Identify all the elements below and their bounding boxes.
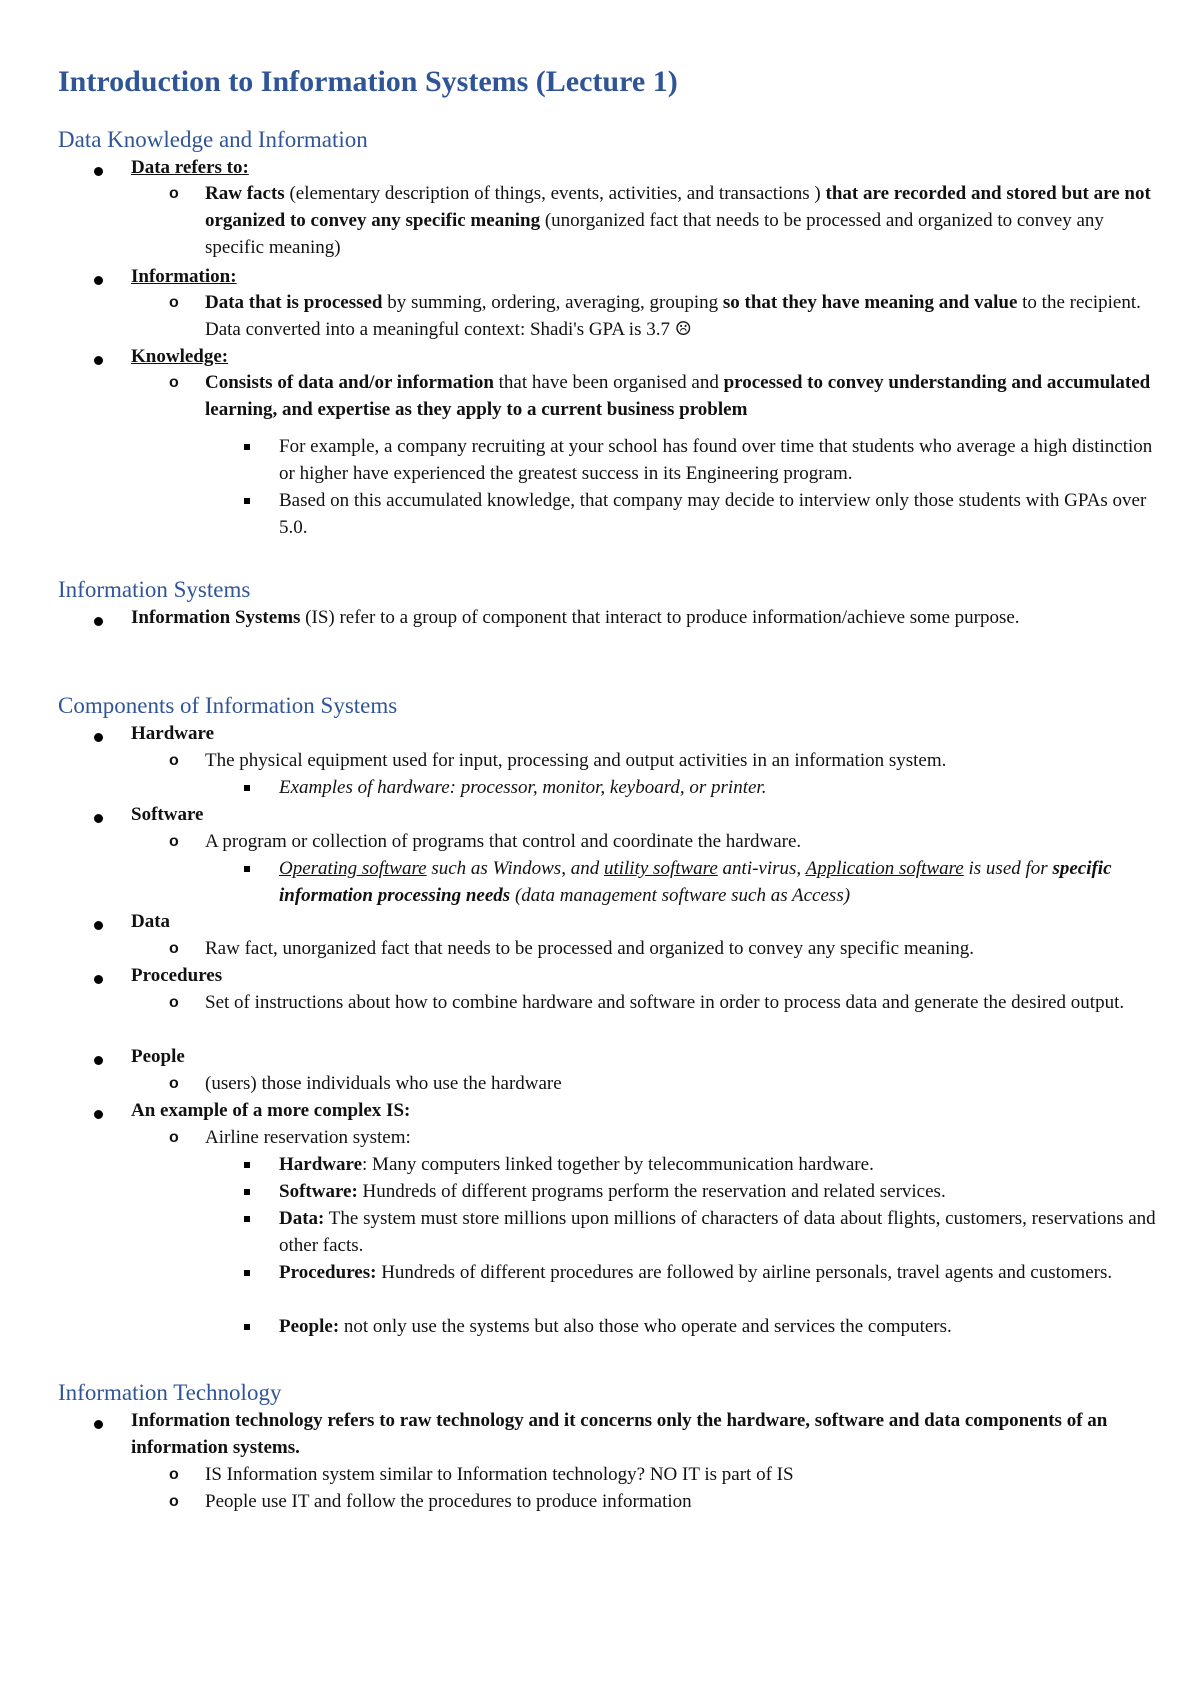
text-bold: Data: <box>279 1208 325 1229</box>
bullet-icon <box>94 814 103 823</box>
list-item-airline: Airline reservation system: <box>205 1127 411 1148</box>
circle-bullet-icon: o <box>169 1075 179 1092</box>
list-item-it-definition: Information technology refers to raw technology and it concerns only the hardware, software and data components of an information systems. <box>131 1410 1108 1458</box>
term-data: Data <box>131 911 171 932</box>
text-bold: processed to convey understanding and accumulated learning, and expertise as they apply to a current business problem <box>205 372 1151 420</box>
circle-bullet-icon: o <box>169 1493 179 1510</box>
text-underlined: Operating software <box>279 858 427 879</box>
list-item-knowledge-example: Based on this accumulated knowledge, that company may decide to interview only those students with GPAs over 5.0. <box>279 490 1147 538</box>
text-bold: Consists of data and/or information <box>205 372 494 393</box>
list-item-information-desc <box>205 289 1155 343</box>
list-item-people-desc: (users) those individuals who use the hardware <box>205 1073 562 1094</box>
list-item-procedures <box>131 962 1141 989</box>
list-item-airline-hardware <box>279 1151 1159 1178</box>
list-item-software <box>131 801 1141 828</box>
list-item-is-definition <box>131 604 1141 631</box>
text-normal: is used for <box>963 858 1053 879</box>
square-bullet-icon <box>244 444 250 450</box>
bullet-icon <box>94 276 103 285</box>
text-bold: Software: <box>279 1181 358 1202</box>
text-bold: Data that is processed <box>205 292 383 313</box>
list-item-data <box>131 154 1141 181</box>
square-bullet-icon <box>244 866 250 872</box>
text-bold: People: <box>279 1316 340 1337</box>
list-item-it-sub: IS Information system similar to Information technology? NO IT is part of IS <box>205 1464 794 1485</box>
square-bullet-icon <box>244 1270 250 1276</box>
text-normal: Hundreds of different procedures are followed by airline personals, travel agents and customers. <box>376 1262 1113 1283</box>
list-item-hardware-desc: The physical equipment used for input, processing and output activities in an information system. <box>205 750 947 771</box>
bullet-icon <box>94 1420 103 1429</box>
text-normal: (elementary description of things, events, activities, and transactions ) <box>284 183 826 204</box>
list-item-airline-software <box>279 1178 1159 1205</box>
list-item-procedures-desc: Set of instructions about how to combine hardware and software in order to process data and generate the desired output. <box>205 992 1125 1013</box>
text-underlined: utility software <box>603 858 718 879</box>
bullet-icon <box>94 167 103 176</box>
text-bold: that are recorded and stored but are not organized to convey any specific meaning <box>205 183 1151 231</box>
term-knowledge: Knowledge: <box>131 346 229 367</box>
section-heading-is: Information Systems <box>58 577 251 602</box>
text-underlined: Application software <box>805 858 964 879</box>
list-item-airline-procedures <box>279 1259 1159 1286</box>
circle-bullet-icon: o <box>169 833 179 850</box>
text-bold: specific information processing needs <box>279 858 1112 906</box>
document-title: Introduction to Information Systems (Lecture 1) <box>58 65 678 98</box>
text-normal: Hundreds of different programs perform the reservation and related services. <box>357 1181 946 1202</box>
text-normal: (unorganized fact that needs to be processed and organized to convey any specific meaning) <box>205 210 1104 258</box>
term-hardware: Hardware <box>131 723 215 744</box>
circle-bullet-icon: o <box>169 940 179 957</box>
bullet-icon <box>94 356 103 365</box>
circle-bullet-icon: o <box>169 294 179 311</box>
bullet-icon <box>94 921 103 930</box>
list-item-airline-people <box>279 1313 1159 1340</box>
text-normal: to the recipient. Data converted into a meaningful context: Shadi's GPA is 3.7 ☹ <box>205 292 1141 340</box>
list-item-information <box>131 263 1141 290</box>
text-bold: Procedures: <box>279 1262 377 1283</box>
term-information: Information: <box>131 266 237 287</box>
text-normal: The system must store millions upon millions of characters of data about flights, customers, reservations and other facts. <box>279 1208 1156 1256</box>
list-item-knowledge <box>131 343 1141 370</box>
text-bold: Hardware <box>279 1154 363 1175</box>
text-normal: anti-virus, <box>717 858 806 879</box>
term-data: Data refers to: <box>131 157 249 178</box>
list-item-data-desc <box>205 180 1155 261</box>
list-item-it-sub: People use IT and follow the procedures to produce information <box>205 1491 692 1512</box>
list-item-knowledge-example: For example, a company recruiting at your school has found over time that students who average a high distinction or higher have experienced the greatest success in its Engineering program. <box>279 436 1153 484</box>
list-item-hardware <box>131 720 1141 747</box>
text-bold: so that they have meaning and value <box>722 292 1018 313</box>
circle-bullet-icon: o <box>169 374 179 391</box>
section-heading-it: Information Technology <box>58 1380 282 1405</box>
text-normal: (data management software such as Access) <box>510 885 851 906</box>
bullet-icon <box>94 1110 103 1119</box>
bullet-icon <box>94 617 103 626</box>
section-heading-dki: Data Knowledge and Information <box>58 127 368 152</box>
term-procedures: Procedures <box>131 965 223 986</box>
square-bullet-icon <box>244 785 250 791</box>
list-item-hardware-example: Examples of hardware: processor, monitor, keyboard, or printer. <box>279 777 767 798</box>
circle-bullet-icon: o <box>169 1129 179 1146</box>
text-normal: (IS) refer to a group of component that interact to produce information/achieve some purpose. <box>300 607 1020 628</box>
list-item-software-desc: A program or collection of programs that control and coordinate the hardware. <box>205 831 802 852</box>
list-item-knowledge-desc <box>205 369 1155 423</box>
term-complex-is: An example of a more complex IS: <box>131 1100 411 1121</box>
text-normal: that have been organised and <box>493 372 724 393</box>
square-bullet-icon <box>244 1216 250 1222</box>
square-bullet-icon <box>244 498 250 504</box>
section-heading-components: Components of Information Systems <box>58 693 398 718</box>
text-normal: not only use the systems but also those who operate and services the computers. <box>339 1316 952 1337</box>
bullet-icon <box>94 733 103 742</box>
circle-bullet-icon: o <box>169 752 179 769</box>
term-people: People <box>131 1046 185 1067</box>
term-software: Software <box>131 804 204 825</box>
list-item-software-example <box>279 855 1159 909</box>
square-bullet-icon <box>244 1189 250 1195</box>
text-normal: by summing, ordering, averaging, grouping <box>382 292 723 313</box>
bullet-icon <box>94 975 103 984</box>
list-item-data-component <box>131 908 1141 935</box>
text-normal: : Many computers linked together by telecommunication hardware. <box>362 1154 874 1175</box>
list-item-airline-data <box>279 1205 1159 1259</box>
text-normal: such as Windows, and <box>426 858 604 879</box>
square-bullet-icon <box>244 1162 250 1168</box>
list-item-data-component-desc: Raw fact, unorganized fact that needs to be processed and organized to convey any specific meaning. <box>205 938 975 959</box>
bullet-icon <box>94 1056 103 1065</box>
square-bullet-icon <box>244 1324 250 1330</box>
text-bold: Information Systems <box>131 607 301 628</box>
text-bold: Raw facts <box>205 183 285 204</box>
circle-bullet-icon: o <box>169 994 179 1011</box>
circle-bullet-icon: o <box>169 185 179 202</box>
circle-bullet-icon: o <box>169 1466 179 1483</box>
list-item-people <box>131 1043 1141 1070</box>
list-item-complex-is <box>131 1097 1141 1124</box>
